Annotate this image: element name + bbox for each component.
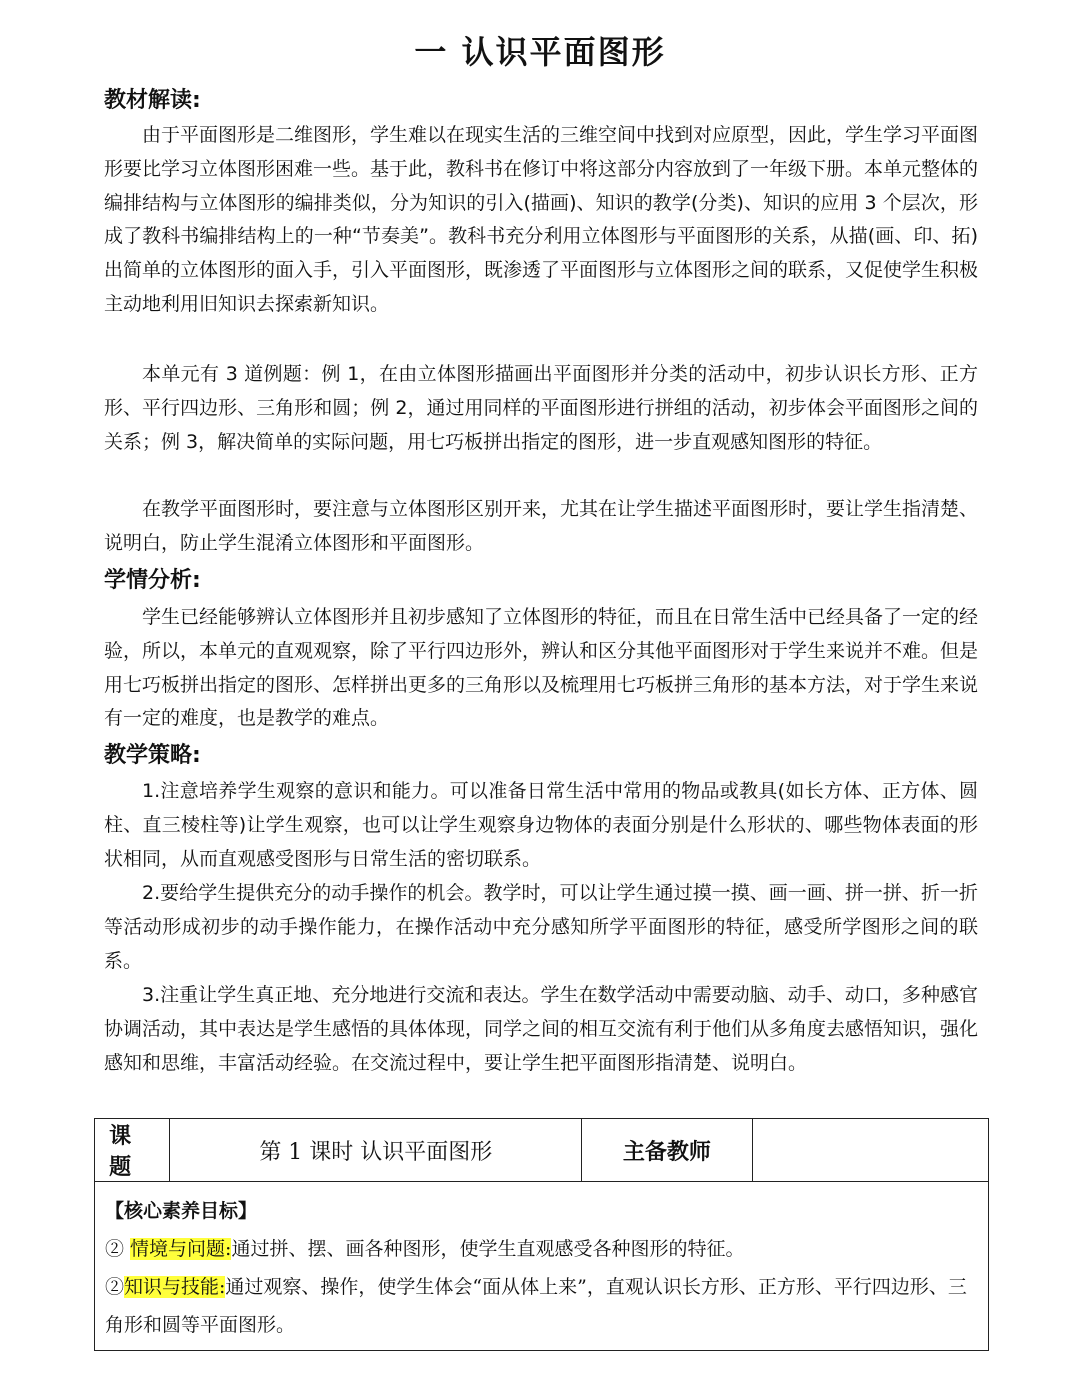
- section-heading-strategy: 教学策略:: [104, 743, 201, 768]
- goal-highlight-label: 情境与问题:: [130, 1238, 232, 1260]
- paragraph-strategy-1: 1.注意培养学生观察的意识和能力。可以准备日常生活中常用的物品或教具(如长方体、正方体、圆柱、直三棱柱等)让学生观察，也可以让学生观察身边物体的表面分别是什么形状的、哪些物体表面的形状相同，从而直观感受图形与日常生活的密切联系。: [104, 780, 978, 870]
- topic-label: 课 题: [95, 1119, 170, 1182]
- page-title: 一 认识平面图形: [414, 33, 666, 71]
- teacher-label: 主备教师: [582, 1119, 752, 1182]
- paragraph-students-1: 学生已经能够辨认立体图形并且初步感知了立体图形的特征，而且在日常生活中已经具备了一定的经验，所以，本单元的直观观察，除了平行四边形外，辨认和区分其他平面图形对于学生来说并不难。但是用七巧板拼出指定的图形、怎样拼出更多的三角形以及梳理用七巧板拼三角形的基本方法，对于学生来说有一定的难度，也是教学的难点。: [104, 606, 979, 730]
- lesson-header-row: [95, 1119, 989, 1182]
- paragraph-textbook-2: 本单元有 3 道例题：例 1，在由立体图形描画出平面图形并分类的活动中，初步认识长方形、正方形、平行四边形、三角形和圆；例 2，通过用同样的平面图形进行拼组的活动，初步体会平面图形之间的关系；例 3，解决简单的实际问题，用七巧板拼出指定的图形，进一步直观感知图形的特征。: [104, 363, 978, 453]
- paragraph-textbook-3: 在教学平面图形时，要注意与立体图形区别开来，尤其在让学生描述平面图形时，要让学生指清楚、说明白，防止学生混淆立体图形和平面图形。: [104, 498, 979, 554]
- teacher-value: [752, 1119, 988, 1182]
- lesson-goals-row: [95, 1182, 989, 1351]
- goal-marker: ②: [105, 1276, 125, 1298]
- goal-marker: ②: [105, 1238, 131, 1260]
- paragraph-strategy-2: 2.要给学生提供充分的动手操作的机会。教学时，可以让学生通过摸一摸、画一画、拼一拼、折一折等活动形成初步的动手操作能力，在操作活动中充分感知所学平面图形的特征，感受所学图形之间的联系。: [104, 882, 978, 972]
- section-heading-textbook: 教材解读:: [104, 88, 201, 113]
- section-heading-students: 学情分析:: [104, 568, 201, 593]
- goal-text: 通过拼、摆、画各种图形，使学生直观感受各种图形的特征。: [231, 1238, 745, 1260]
- core-goals-cell: [95, 1182, 989, 1351]
- goal-highlight-label: 知识与技能:: [124, 1276, 226, 1298]
- paragraph-textbook-1: 由于平面图形是二维图形，学生难以在现实生活的三维空间中找到对应原型，因此，学生学习平面图形要比学习立体图形困难一些。基于此，教科书在修订中将这部分内容放到了一年级下册。本单元整体的编排结构与立体图形的编排类似，分为知识的引入(描画)、知识的教学(分类)、知识的应用 3 个层次，形成了教科书编排结构上的一种“节奏美”。教科书充分利用立体图形与平面图形的关系，从描(画、印、拓)出简单的立体图形的面入手，引入平面图形，既渗透了平面图形与立体图形之间的联系，又促使学生积极主动地利用旧知识去探索新知识。: [104, 124, 979, 315]
- goal-item: [105, 1230, 980, 1268]
- goal-item: [105, 1268, 980, 1344]
- lesson-table: [94, 1118, 989, 1351]
- goal-text: 通过观察、操作，使学生体会“面从体上来”，直观认识长方形、正方形、平行四边形、三角形和圆等平面图形。: [105, 1276, 967, 1336]
- goals-heading: 【核心素养目标】: [105, 1200, 258, 1222]
- topic-value: 第 1 课时 认识平面图形: [170, 1119, 582, 1182]
- paragraph-strategy-3: 3.注重让学生真正地、充分地进行交流和表达。学生在数学活动中需要动脑、动手、动口，多种感官协调活动，其中表达是学生感悟的具体体现，同学之间的相互交流有利于他们从多角度去感悟知识，强化感知和思维，丰富活动经验。在交流过程中，要让学生把平面图形指清楚、说明白。: [104, 984, 979, 1074]
